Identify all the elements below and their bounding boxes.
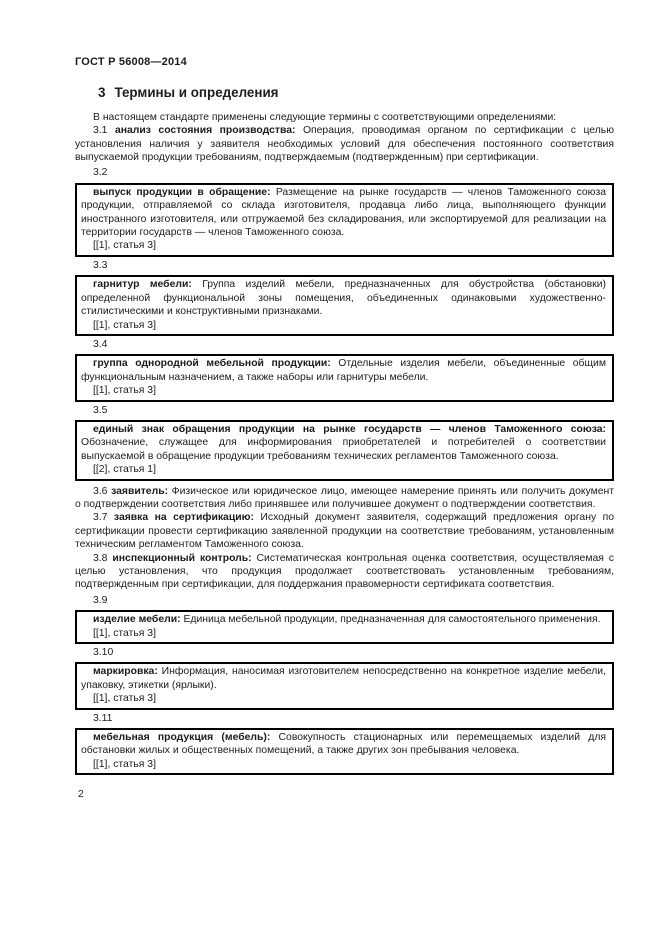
term-entry bbox=[81, 357, 606, 384]
term-box-3-11 bbox=[75, 728, 614, 775]
term-title: инспекционный контроль: bbox=[112, 552, 252, 564]
page-number: 2 bbox=[78, 789, 84, 801]
term-label-3-5: 3.5 bbox=[93, 404, 108, 416]
term-label-3-10: 3.10 bbox=[93, 647, 114, 659]
section-title: Термины и определения bbox=[114, 85, 279, 101]
intro-paragraph: В настоящем стандарте применены следующие термины с соответствующими определениями: bbox=[93, 111, 557, 123]
term-box-3-2 bbox=[75, 183, 614, 257]
term-source: [[1], статья 3] bbox=[93, 627, 156, 639]
term-3-1 bbox=[75, 124, 614, 164]
term-entry bbox=[81, 278, 606, 318]
term-number: 3.1 bbox=[93, 125, 108, 137]
term-box-3-9 bbox=[75, 610, 614, 644]
term-title: мебельная продукция (мебель): bbox=[93, 732, 271, 744]
term-label-3-11: 3.11 bbox=[93, 712, 113, 724]
term-definition: Операция, проводимая органом по сертификации с целью установления наличия у заявителя необходимых условий для обеспечения постоянного соответствия выпускаемой продукции требованиям, подтверждаемым (подтвержденным) при сертификации. bbox=[75, 125, 614, 164]
term-source: [[2], статья 1] bbox=[93, 464, 156, 476]
term-number: 3.8 bbox=[93, 552, 108, 564]
term-title: группа однородной мебельной продукции: bbox=[93, 358, 331, 370]
term-title: гарнитур мебели: bbox=[93, 279, 192, 291]
term-entry bbox=[81, 186, 606, 240]
term-definition: Систематическая контрольная оценка соответствия, осуществляемая с целью установления, что продукция продолжает соответствовать установленным требованиям, подтвержденным при сертификации, для поддержания правомерности сертификата соответствия. bbox=[75, 552, 614, 591]
term-definition: Информация, наносимая изготовителем непосредственно на конкретное изделие мебели, упаковку, этикетки (ярлыки). bbox=[81, 666, 606, 691]
term-definition: Группа изделий мебели, предназначенных для обустройства (обстановки) определенной функциональной зоны помещения, объединенных одинаковыми художественно-стилистическими и конструктивными признаками. bbox=[81, 279, 606, 318]
term-source: [[1], статья 3] bbox=[93, 693, 156, 705]
term-title: выпуск продукции в обращение: bbox=[93, 186, 271, 198]
section-heading bbox=[98, 86, 614, 99]
term-source: [[1], статья 3] bbox=[93, 319, 156, 331]
term-source: [[1], статья 3] bbox=[93, 758, 156, 770]
term-3-8 bbox=[75, 552, 614, 592]
term-source: [[1], статья 3] bbox=[93, 240, 156, 252]
term-definition: Единица мебельной продукции, предназначенная для самостоятельного применения. bbox=[183, 614, 601, 626]
term-box-3-3 bbox=[75, 275, 614, 336]
term-3-7 bbox=[75, 511, 614, 551]
term-label-3-2: 3.2 bbox=[93, 167, 108, 179]
section-number: 3 bbox=[98, 85, 106, 101]
term-box-3-5 bbox=[75, 420, 614, 481]
term-definition: Отдельные изделия мебели, объединенные общим функциональным назначением, а также наборы или гарнитуры мебели. bbox=[81, 358, 606, 383]
doc-header: ГОСТ Р 56008—2014 bbox=[75, 56, 187, 68]
term-entry bbox=[81, 665, 606, 692]
term-box-3-4 bbox=[75, 354, 614, 401]
term-entry bbox=[81, 731, 606, 758]
term-box-3-10 bbox=[75, 662, 614, 709]
term-title: анализ состояния производства: bbox=[114, 125, 296, 137]
term-definition: Исходный документ заявителя, содержащий предложения органу по сертификации провести сертификацию заявленной продукции на соответствие требованиям, установленным техническим регламентом Таможенного союза. bbox=[75, 512, 615, 551]
term-definition: Обозначение, служащее для информирования приобретателей и потребителей о соответствии выпускаемой в обращение продукции требованиям технических регламентов Таможенного союза. bbox=[81, 437, 606, 462]
term-label-3-9: 3.9 bbox=[93, 594, 108, 606]
term-entry bbox=[81, 423, 606, 463]
term-title: изделие мебели: bbox=[93, 614, 181, 626]
term-number: 3.6 bbox=[93, 485, 108, 497]
term-label-3-3: 3.3 bbox=[93, 259, 108, 271]
term-title: маркировка: bbox=[93, 666, 158, 678]
term-3-6 bbox=[75, 485, 614, 512]
term-definition: Размещение на рынке государств — членов Таможенного союза продукции, отправляемой со склада изготовителя, продавца либо лица, выполняющего функции иностранного изготовителя, или отгружаемой без складирования, или экспортируемой для реализации на территории государств — членов Таможенного союза. bbox=[81, 186, 606, 239]
term-title: единый знак обращения продукции на рынке государств — членов Таможенного союза: bbox=[93, 423, 606, 435]
term-title: заявка на сертификацию: bbox=[113, 512, 254, 524]
term-title: заявитель: bbox=[111, 485, 169, 497]
term-number: 3.7 bbox=[93, 512, 108, 524]
term-entry bbox=[81, 613, 606, 626]
term-definition: Совокупность стационарных или перемещаемых изделий для обстановки жилых и общественных помещений, а также других зон пребывания человека. bbox=[81, 732, 607, 757]
term-label-3-4: 3.4 bbox=[93, 338, 108, 350]
term-source: [[1], статья 3] bbox=[93, 385, 156, 397]
term-definition: Физическое или юридическое лицо, имеющее намерение принять или получить документ о подтверждении соответствия либо принявшее или получившее документ о подтверждении соответствия. bbox=[75, 485, 615, 510]
